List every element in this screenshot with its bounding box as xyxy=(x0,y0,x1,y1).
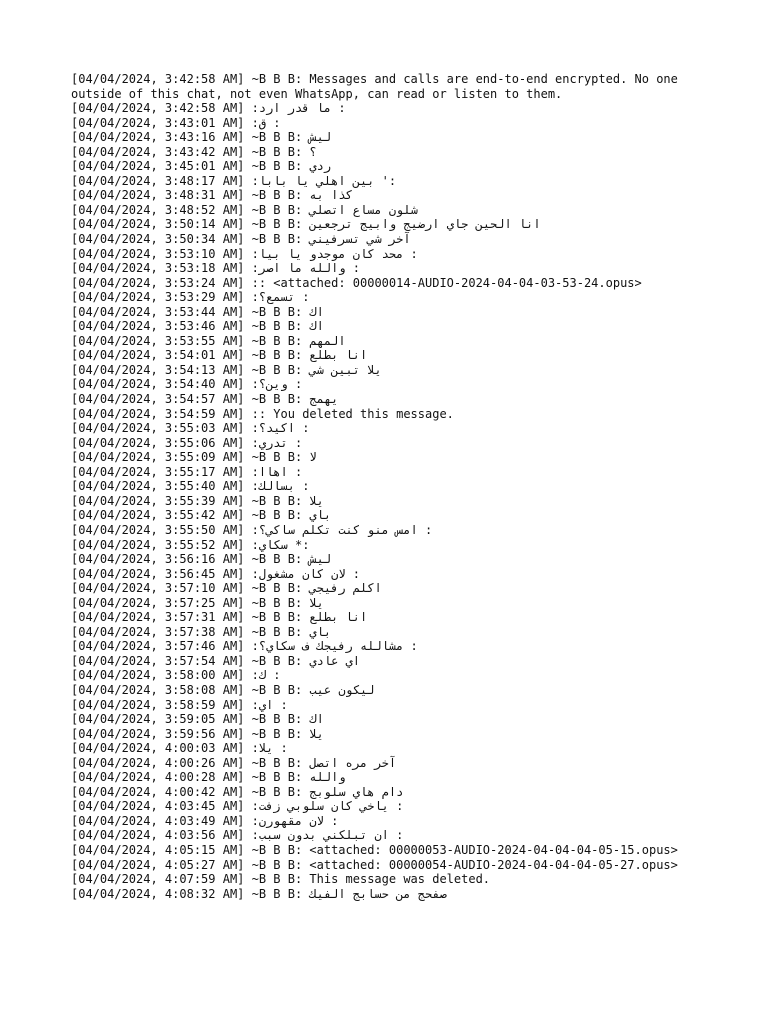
chat-line: [04/04/2024, 3:53:44 AM] ~B B B: اك xyxy=(71,304,324,319)
chat-line: [04/04/2024, 4:03:56 AM] :‏: ان تبلكني بدون سبب xyxy=(71,828,404,843)
chat-line: [04/04/2024, 3:50:14 AM] ~B B B: انا الحين جاي ارضيج وابيج ترجعين xyxy=(71,217,541,232)
chat-line: [04/04/2024, 4:03:49 AM] :‏: لان مقهورن xyxy=(71,813,339,828)
chat-line: [04/04/2024, 4:07:59 AM] ~B B B: This message was deleted. xyxy=(71,872,491,887)
chat-line: [04/04/2024, 3:55:52 AM] :‏:* سكاي xyxy=(71,537,310,552)
chat-line: [04/04/2024, 3:53:18 AM] :‏: والله ما اصر xyxy=(71,261,360,276)
chat-line: [04/04/2024, 3:42:58 AM] :‏: ما قدر ارد xyxy=(71,101,346,116)
chat-line: [04/04/2024, 3:48:52 AM] ~B B B: شلون مساع اتصلي xyxy=(71,202,418,217)
chat-line: [04/04/2024, 3:58:00 AM] :‏: ك xyxy=(71,668,281,683)
chat-line: [04/04/2024, 3:43:01 AM] :‏: ق xyxy=(71,115,281,130)
chat-line: [04/04/2024, 3:42:58 AM] ~B B B: Messages and calls are end-to-end encrypted. No one outside of this chat, not even WhatsApp, can read or listen to them. xyxy=(71,72,686,101)
chat-line: [04/04/2024, 3:57:38 AM] ~B B B: باي xyxy=(71,624,332,639)
chat-line: [04/04/2024, 3:53:29 AM] :‏: تسمع؟ xyxy=(71,290,310,305)
chat-line: [04/04/2024, 4:00:42 AM] ~B B B: دام هاي سلوبج xyxy=(71,784,404,799)
chat-line: [04/04/2024, 3:58:08 AM] ~B B B: ليكون عيب xyxy=(71,682,375,697)
chat-line: [04/04/2024, 3:58:59 AM] :‏: اي xyxy=(71,697,288,712)
chat-line: [04/04/2024, 3:57:31 AM] ~B B B: انا بطلع xyxy=(71,610,368,625)
chat-log xyxy=(71,72,711,901)
chat-line: [04/04/2024, 4:00:03 AM] :‏: يلا xyxy=(71,741,288,756)
chat-line: [04/04/2024, 3:55:40 AM] :‏: بسالك xyxy=(71,479,310,494)
chat-line: [04/04/2024, 3:53:10 AM] :‏: محد كان موجدو يا بيا xyxy=(71,246,418,261)
chat-line: [04/04/2024, 3:54:57 AM] ~B B B: يهمج xyxy=(71,392,339,407)
chat-line: [04/04/2024, 3:54:59 AM] :‏: You deleted this message. xyxy=(71,406,454,421)
chat-line: [04/04/2024, 4:00:28 AM] ~B B B: والله xyxy=(71,770,346,785)
chat-line: [04/04/2024, 3:55:03 AM] :‏: اكيد؟ xyxy=(71,421,310,436)
chat-line: [04/04/2024, 3:57:54 AM] ~B B B: اي عادي xyxy=(71,653,360,668)
chat-line: [04/04/2024, 3:55:06 AM] :‏: تدري xyxy=(71,435,303,450)
chat-line: [04/04/2024, 3:57:46 AM] :‏: مشالله رفيجك ف سكاي؟ xyxy=(71,639,418,654)
chat-line: [04/04/2024, 3:53:46 AM] ~B B B: اك xyxy=(71,319,324,334)
chat-line: [04/04/2024, 3:43:42 AM] ~B B B: ؟ xyxy=(71,144,317,159)
chat-line: [04/04/2024, 3:48:17 AM] :‏:' بين اهلي يا بابا xyxy=(71,173,397,188)
chat-line: [04/04/2024, 3:53:55 AM] ~B B B: المهم xyxy=(71,333,346,348)
chat-line: [04/04/2024, 3:57:25 AM] ~B B B: يلا xyxy=(71,595,324,610)
chat-line: [04/04/2024, 4:08:32 AM] ~B B B: صفحج من حسابج الفيك xyxy=(71,886,447,901)
chat-line: [04/04/2024, 3:45:01 AM] ~B B B: ردي xyxy=(71,159,332,174)
chat-line: [04/04/2024, 3:43:16 AM] ~B B B: ليش xyxy=(71,130,332,145)
chat-line: [04/04/2024, 4:00:26 AM] ~B B B: آخر مره اتصل xyxy=(71,755,397,770)
chat-line: [04/04/2024, 3:54:40 AM] :‏: وين؟ xyxy=(71,377,303,392)
chat-line: [04/04/2024, 3:54:01 AM] ~B B B: انا بطلع xyxy=(71,348,368,363)
chat-line: [04/04/2024, 4:05:15 AM] ~B B B: <attached: 00000053-AUDIO-2024-04-04-04-05-15.opus> xyxy=(71,842,678,857)
chat-line: [04/04/2024, 3:53:24 AM] :‏: <attached: 00000014-AUDIO-2024-04-04-03-53-24.opus> xyxy=(71,275,642,290)
chat-line: [04/04/2024, 3:54:13 AM] ~B B B: يلا تبين شي xyxy=(71,362,382,377)
chat-line: [04/04/2024, 3:56:45 AM] :‏: لان كان مشغول xyxy=(71,566,360,581)
chat-line: [04/04/2024, 3:56:16 AM] ~B B B: ليش xyxy=(71,552,332,567)
chat-line: [04/04/2024, 3:50:34 AM] ~B B B: آخر شي تسرفيني xyxy=(71,232,411,247)
chat-line: [04/04/2024, 3:55:09 AM] ~B B B: لا xyxy=(71,450,317,465)
chat-line: [04/04/2024, 4:03:45 AM] :‏: ياخي كان سلوبي زفت xyxy=(71,799,404,814)
chat-line: [04/04/2024, 3:59:05 AM] ~B B B: اك xyxy=(71,712,324,727)
chat-line: [04/04/2024, 3:59:56 AM] ~B B B: يلا xyxy=(71,726,324,741)
chat-line: [04/04/2024, 3:48:31 AM] ~B B B: كذا به xyxy=(71,188,353,203)
chat-line: [04/04/2024, 3:55:50 AM] :‏: امس منو كنت تكلم ساكي؟ xyxy=(71,522,433,537)
chat-line: [04/04/2024, 3:55:39 AM] ~B B B: يلا xyxy=(71,493,324,508)
chat-line: [04/04/2024, 3:55:42 AM] ~B B B: باي xyxy=(71,508,332,523)
chat-line: [04/04/2024, 3:55:17 AM] :‏: اهاا xyxy=(71,464,303,479)
chat-line: [04/04/2024, 3:57:10 AM] ~B B B: اكلم رفيجي xyxy=(71,581,382,596)
chat-line: [04/04/2024, 4:05:27 AM] ~B B B: <attached: 00000054-AUDIO-2024-04-04-04-05-27.opus> xyxy=(71,857,678,872)
